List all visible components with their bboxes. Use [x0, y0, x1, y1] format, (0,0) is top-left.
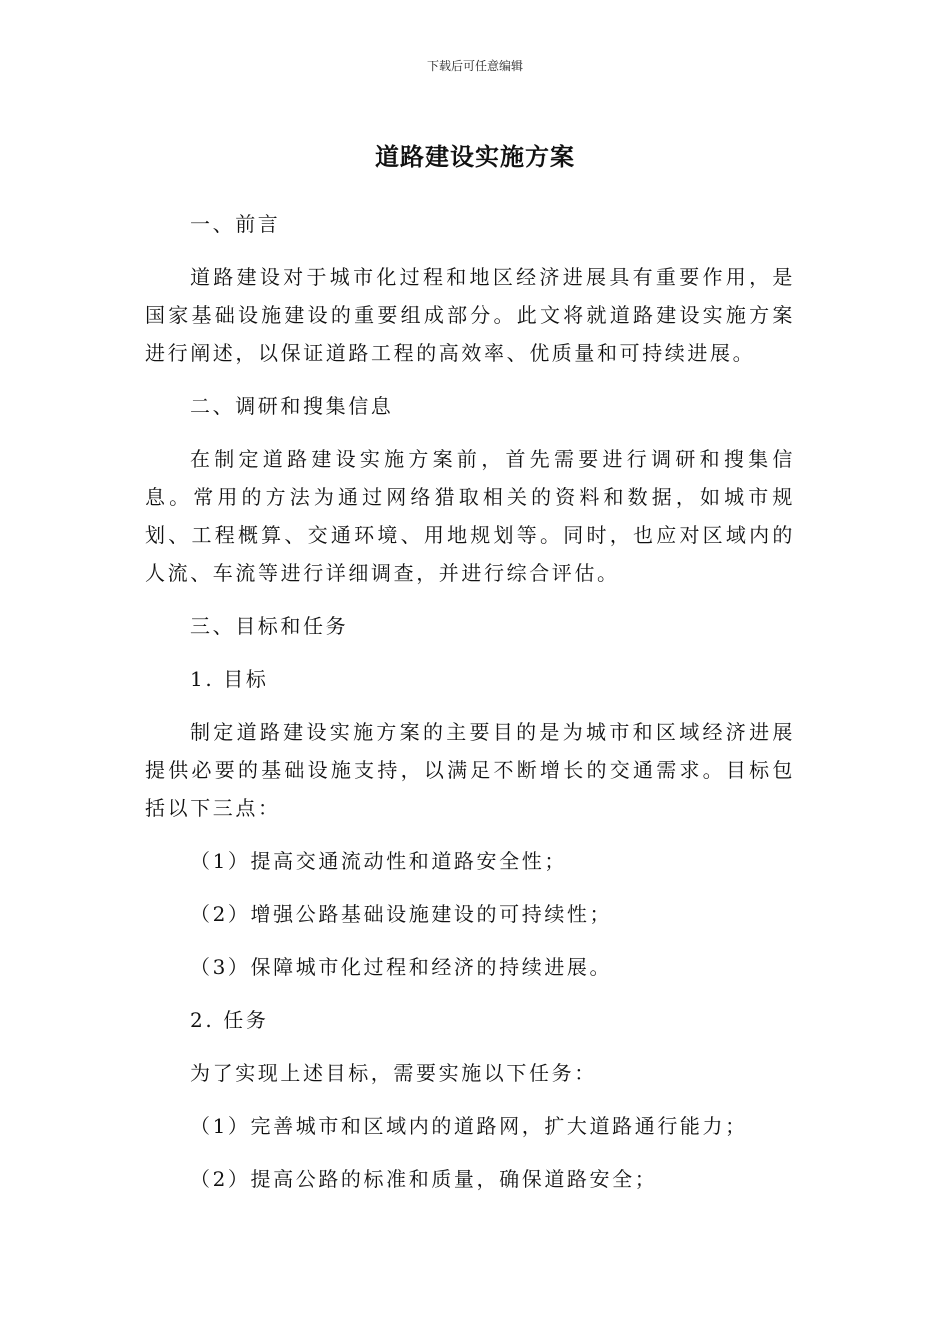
- paragraph-preface: 道路建设对于城市化过程和地区经济进展具有重要作用，是国家基础设施建设的重要组成部分。此文将就道路建设实施方案进行阐述，以保证道路工程的高效率、优质量和可持续进展。: [145, 265, 795, 365]
- subheading-tasks: 2. 任务: [190, 1008, 269, 1032]
- document-title: 道路建设实施方案: [375, 143, 575, 171]
- section-heading-research: 二、调研和搜集信息: [190, 394, 394, 418]
- paragraph-research: 在制定道路建设实施方案前，首先需要进行调研和搜集信息。常用的方法为通过网络猎取相关的资料和数据，如城市规划、工程概算、交通环境、用地规划等。同时，也应对区域内的人流、车流等进行详细调查，并进行综合评估。: [145, 447, 795, 585]
- header-note: 下载后可任意编辑: [426, 59, 523, 73]
- goal-item: （2）增强公路基础设施建设的可持续性；: [190, 902, 613, 926]
- goal-item: （1）提高交通流动性和道路安全性；: [190, 849, 567, 873]
- section-heading-goals-tasks: 三、目标和任务: [190, 614, 349, 638]
- document-body: [145, 205, 795, 1198]
- paragraph-tasks: 为了实现上述目标，需要实施以下任务：: [190, 1061, 597, 1085]
- section-heading-preface: 一、前言: [190, 212, 281, 236]
- goal-item: （3）保障城市化过程和经济的持续进展。: [190, 955, 613, 979]
- subheading-goals: 1. 目标: [190, 667, 269, 691]
- task-item: （2）提高公路的标准和质量，确保道路安全；: [190, 1167, 658, 1191]
- task-item: （1）完善城市和区域内的道路网，扩大道路通行能力；: [190, 1114, 748, 1138]
- paragraph-goals: 制定道路建设实施方案的主要目的是为城市和区域经济进展提供必要的基础设施支持，以满足不断增长的交通需求。目标包括以下三点：: [145, 720, 795, 820]
